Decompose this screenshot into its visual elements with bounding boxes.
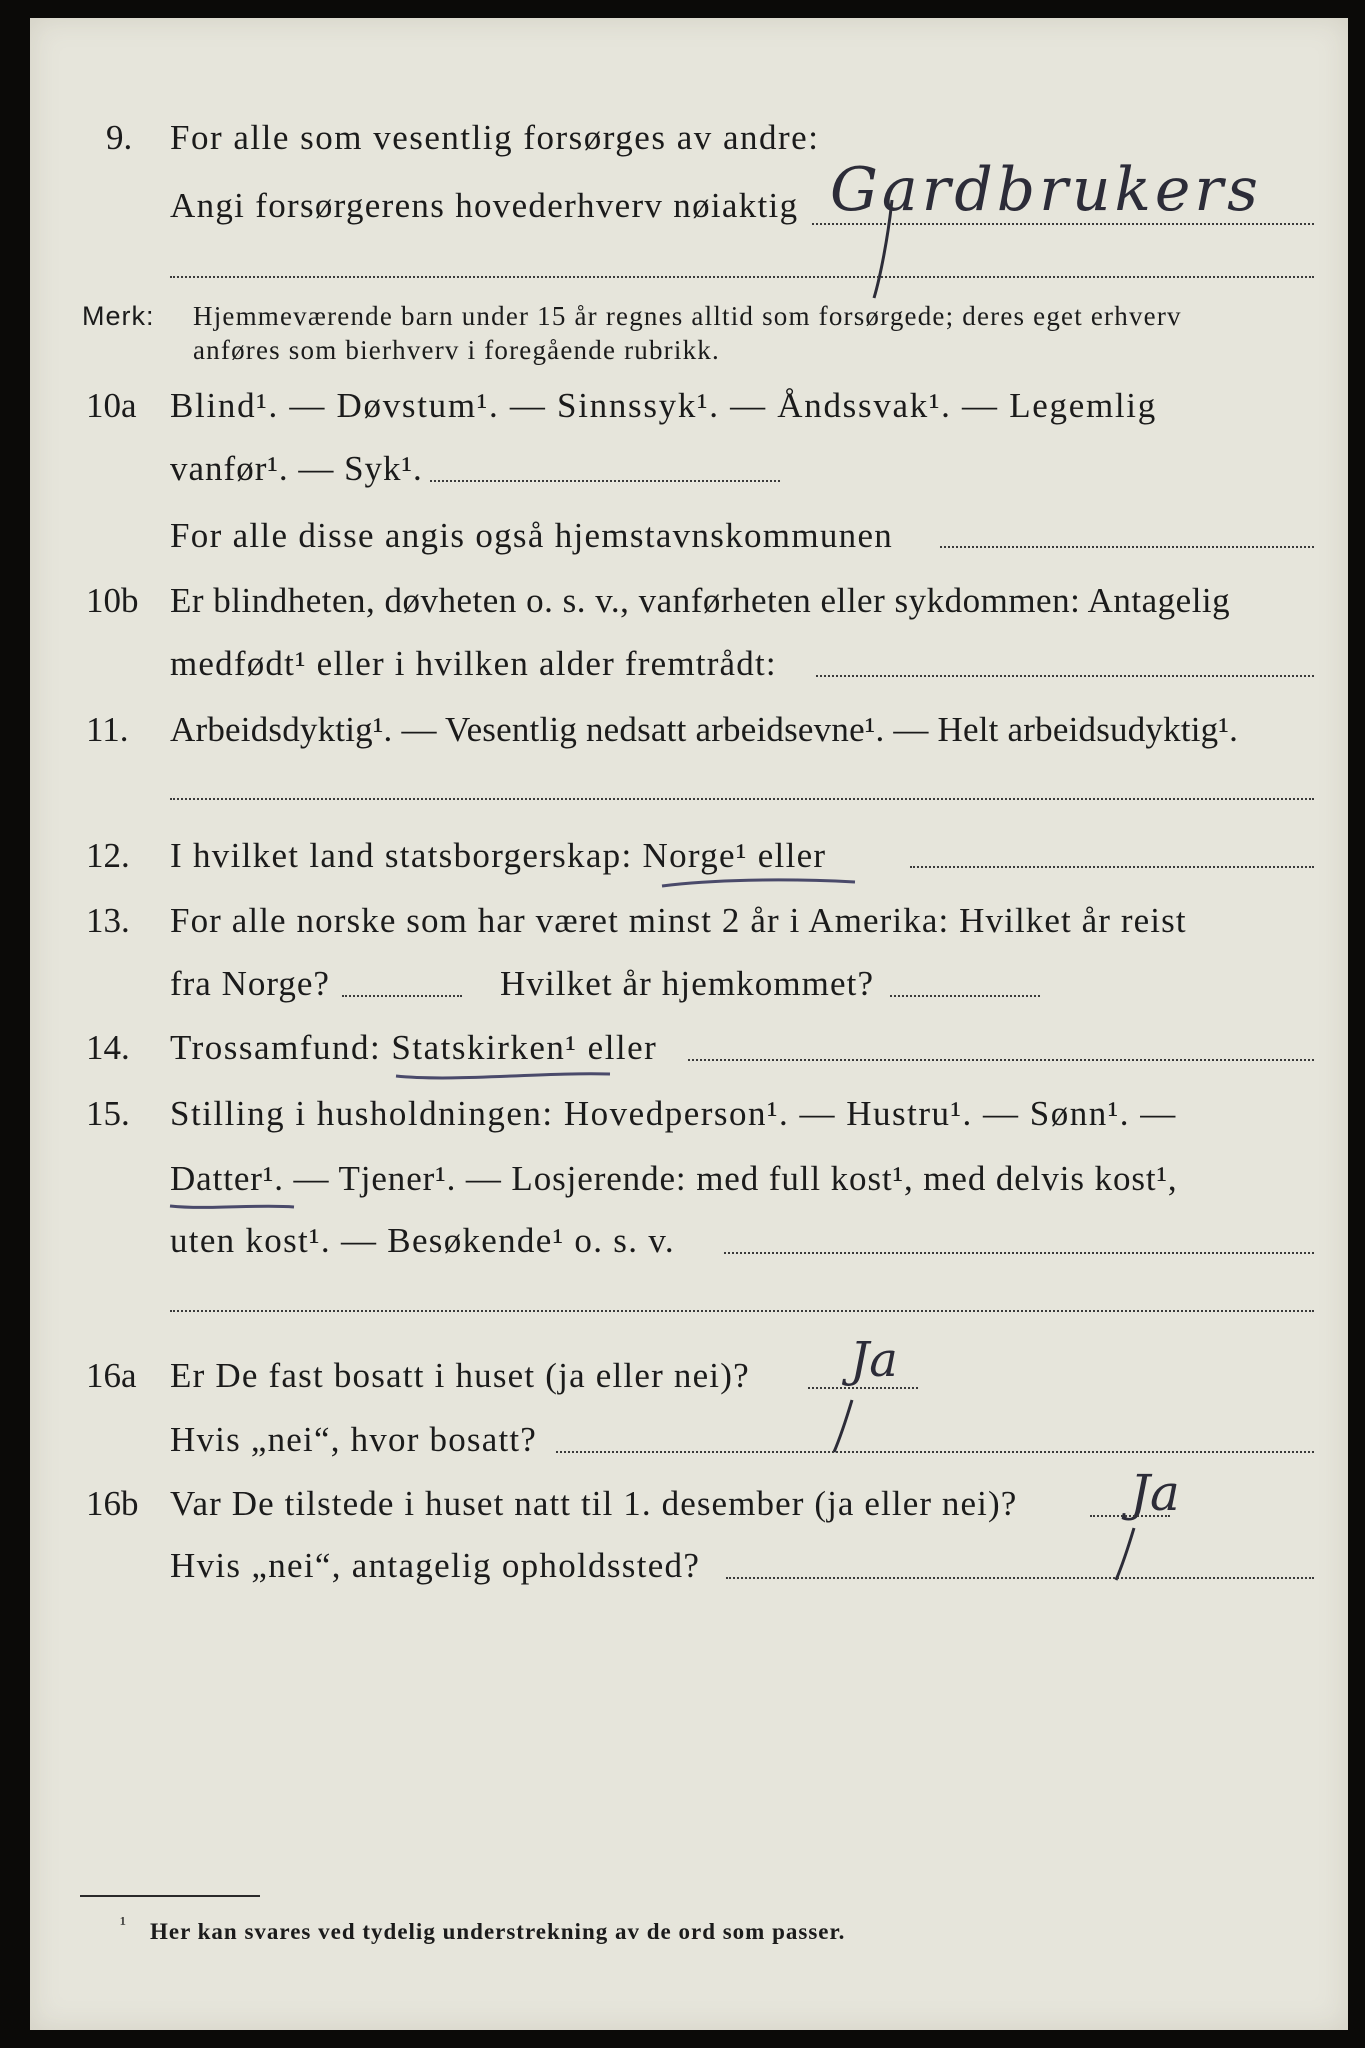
answer-line: [910, 866, 1314, 868]
question-text: medfødt¹ eller i hvilken alder fremtrådt:: [170, 644, 777, 683]
answer-line: [688, 1059, 1314, 1061]
question-number: 14.: [86, 1028, 130, 1067]
question-number: 13.: [86, 901, 130, 940]
question-text: Var De tilstede i huset natt til 1. desember (ja eller nei)?: [170, 1484, 1018, 1523]
underline-mark: [394, 1066, 614, 1086]
footnote-text: Her kan svares ved tydelig understrekning av de ord som passer.: [150, 1919, 846, 1944]
underline-mark: [660, 874, 860, 894]
question-text: For alle disse angis også hjemstavnskommunen: [170, 516, 894, 555]
question-text: Trossamfund: Statskirken¹ eller: [170, 1028, 658, 1067]
answer-line: [430, 480, 780, 482]
census-form-page: [30, 18, 1348, 2030]
handwritten-answer: Gardbrukers: [830, 155, 1262, 225]
question-text: Hvis „nei“, antagelig opholdssted?: [170, 1546, 701, 1585]
question-number: 12.: [86, 836, 130, 875]
question-text: uten kost¹. — Besøkende¹ o. s. v.: [170, 1221, 675, 1260]
note-text: anføres som bierhverv i foregående rubrikk.: [193, 335, 720, 365]
handwriting-stroke: [870, 198, 900, 308]
note-text: Hjemmeværende barn under 15 år regnes alltid som forsørgede; deres eget erhverv: [193, 301, 1182, 331]
question-number: 16b: [86, 1484, 139, 1523]
question-text: Stilling i husholdningen: Hovedperson¹. — Hustru¹. — Sønn¹. —: [170, 1094, 1177, 1133]
question-text: Blind¹. — Døvstum¹. — Sinnssyk¹. — Åndssvak¹. — Legemlig: [170, 386, 1157, 425]
answer-line: [170, 276, 1314, 278]
question-text: Er blindheten, døvheten o. s. v., vanførheten eller sykdommen: Antagelig: [170, 581, 1231, 620]
answer-line: [170, 798, 1314, 800]
question-number: 10a: [86, 386, 137, 425]
question-text: Angi forsørgerens hovederhverv nøiaktig: [170, 186, 799, 225]
answer-line: [556, 1451, 1314, 1453]
question-number: 16a: [86, 1356, 137, 1395]
underline-mark: [168, 1198, 298, 1218]
answer-line: [726, 1577, 1314, 1579]
answer-line: [342, 995, 462, 997]
question-text: vanfør¹. — Syk¹.: [170, 449, 423, 488]
question-number: 15.: [86, 1094, 130, 1133]
question-text: For alle norske som har været minst 2 år i Amerika: Hvilket år reist: [170, 901, 1187, 940]
question-text: Hvis „nei“, hvor bosatt?: [170, 1420, 538, 1459]
question-text: fra Norge?: [170, 964, 330, 1003]
note-label: Merk:: [82, 301, 155, 331]
answer-line: [1090, 1515, 1170, 1517]
answer-line: [816, 675, 1314, 677]
question-text: Hvilket år hjemkommet?: [500, 964, 875, 1003]
answer-line: [170, 1310, 1314, 1312]
question-text: Datter¹. — Tjener¹. — Losjerende: med full kost¹, med delvis kost¹,: [170, 1159, 1178, 1198]
handwritten-answer: Ja: [850, 1332, 898, 1388]
handwritten-answer: Ja: [1130, 1464, 1180, 1522]
question-text: Er De fast bosatt i huset (ja eller nei)?: [170, 1356, 750, 1395]
answer-line: [724, 1252, 1314, 1254]
question-text: Arbeidsdyktig¹. — Vesentlig nedsatt arbeidsevne¹. — Helt arbeidsudyktig¹.: [170, 710, 1239, 749]
footnote-rule: [80, 1895, 260, 1897]
question-number: 10b: [86, 581, 139, 620]
question-text: I hvilket land statsborgerskap: Norge¹ eller: [170, 836, 827, 875]
handwriting-stroke: [830, 1398, 860, 1458]
question-number: 9.: [106, 118, 133, 157]
footnote-mark: ¹: [120, 1913, 126, 1935]
question-text: For alle som vesentlig forsørges av andre:: [170, 118, 820, 157]
question-number: 11.: [86, 710, 129, 749]
answer-line: [940, 546, 1314, 548]
answer-line: [890, 995, 1040, 997]
